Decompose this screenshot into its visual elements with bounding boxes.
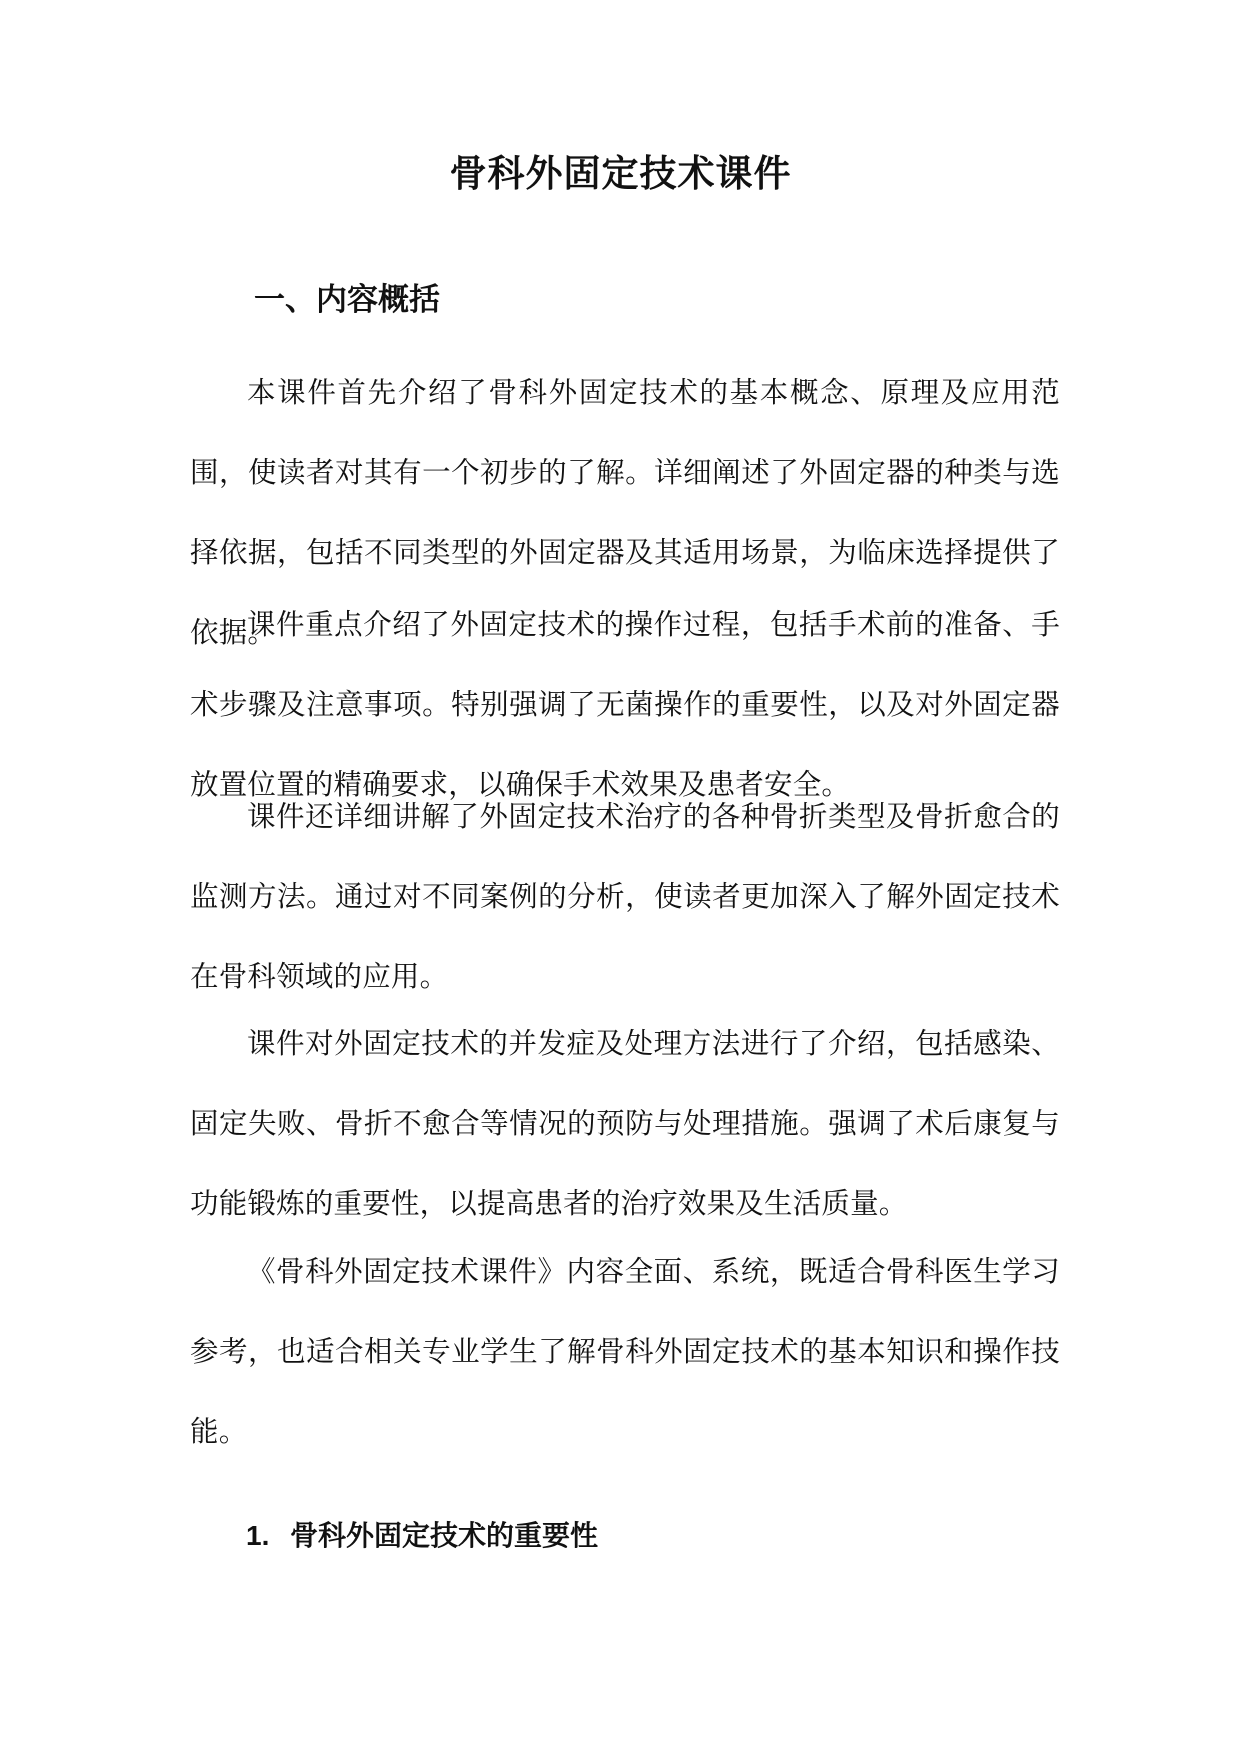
document-title: 骨科外固定技术课件 [449, 151, 792, 195]
paragraph-complications: 课件对外固定技术的并发症及处理方法进行了介绍，包括感染、固定失败、骨折不愈合等情况的预防与处理措施。强调了术后康复与功能锻炼的重要性，以提高患者的治疗效果及生活质量。 [190, 1027, 1060, 1220]
subsection-number: 1. [246, 1520, 270, 1551]
subsection-title: 骨科外固定技术的重要性 [290, 1519, 599, 1552]
paragraph-fracture-types: 课件还详细讲解了外固定技术治疗的各种骨折类型及骨折愈合的监测方法。通过对不同案例的分析，使读者更加深入了解外固定技术在骨科领域的应用。 [190, 800, 1060, 993]
paragraph-operation: 课件重点介绍了外固定技术的操作过程，包括手术前的准备、手术步骤及注意事项。特别强调了无菌操作的重要性，以及对外固定器放置位置的精确要求，以确保手术效果及患者安全。 [190, 608, 1060, 801]
paragraph-summary: 《骨科外固定技术课件》内容全面、系统，既适合骨科医生学习参考，也适合相关专业学生了解骨科外固定技术的基本知识和操作技能。 [190, 1255, 1060, 1448]
subsection-heading [246, 1516, 598, 1556]
section-heading: 一、内容概括 [254, 282, 440, 318]
paragraph-intro: 本课件首先介绍了骨科外固定技术的基本概念、原理及应用范围，使读者对其有一个初步的了解。详细阐述了外固定器的种类与选择依据，包括不同类型的外固定器及其适用场景，为临床选择提供了依据。 [190, 376, 1060, 649]
